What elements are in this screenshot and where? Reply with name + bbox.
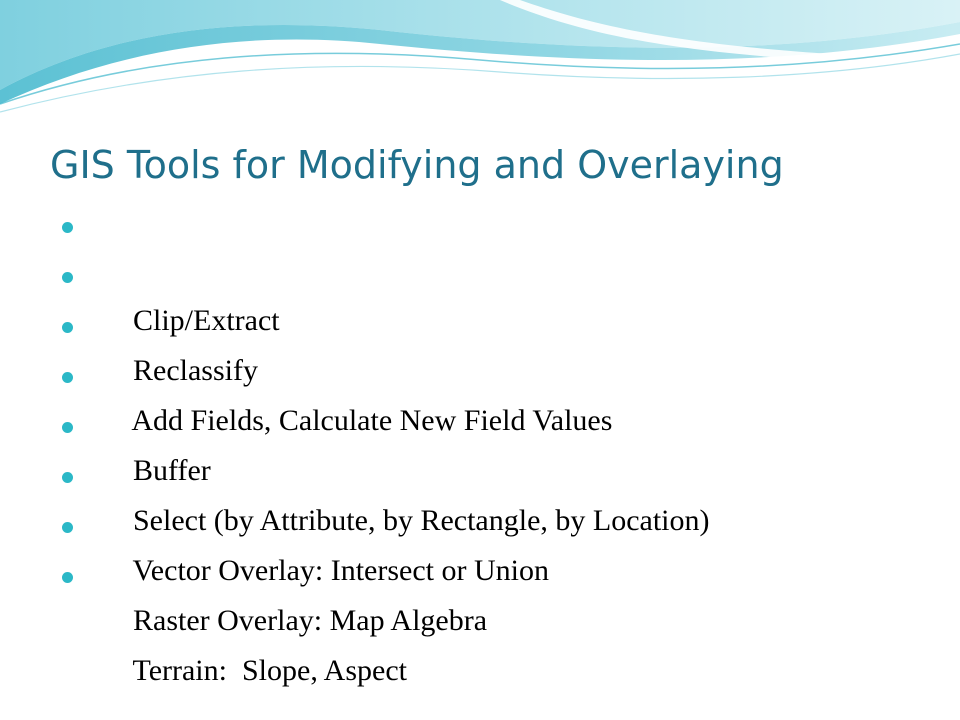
bullet-dot-icon: [62, 322, 73, 333]
header-wave: [0, 0, 960, 120]
bullet-dot-icon: [62, 272, 73, 283]
bullet-text: Select (by Attribute, by Rectangle, by Location): [133, 504, 710, 537]
bullet-dot-icon: [62, 372, 73, 383]
bullet-list: [62, 206, 710, 687]
bullet-text: Buffer: [133, 454, 211, 487]
bullet-dot-icon: [62, 472, 73, 483]
bullet-dot-icon: [62, 572, 73, 583]
slide-title: GIS Tools for Modifying and Overlaying: [50, 143, 784, 187]
bullet-dot-icon: [62, 422, 73, 433]
bullet-text: Reclassify: [133, 354, 258, 387]
bullet-text: Clip/Extract: [133, 304, 280, 337]
bullet-text: Raster Overlay: Map Algebra: [133, 604, 488, 637]
bullet-dot-icon: [62, 522, 73, 533]
bullet-dot-icon: [62, 222, 73, 233]
bullet-item-clip-extract: [62, 206, 710, 337]
bullet-text: Terrain: Slope, Aspect: [132, 654, 407, 687]
bullet-text: Add Fields, Calculate New Field Values: [131, 404, 613, 437]
bullet-text: Vector Overlay: Intersect or Union: [132, 554, 549, 587]
